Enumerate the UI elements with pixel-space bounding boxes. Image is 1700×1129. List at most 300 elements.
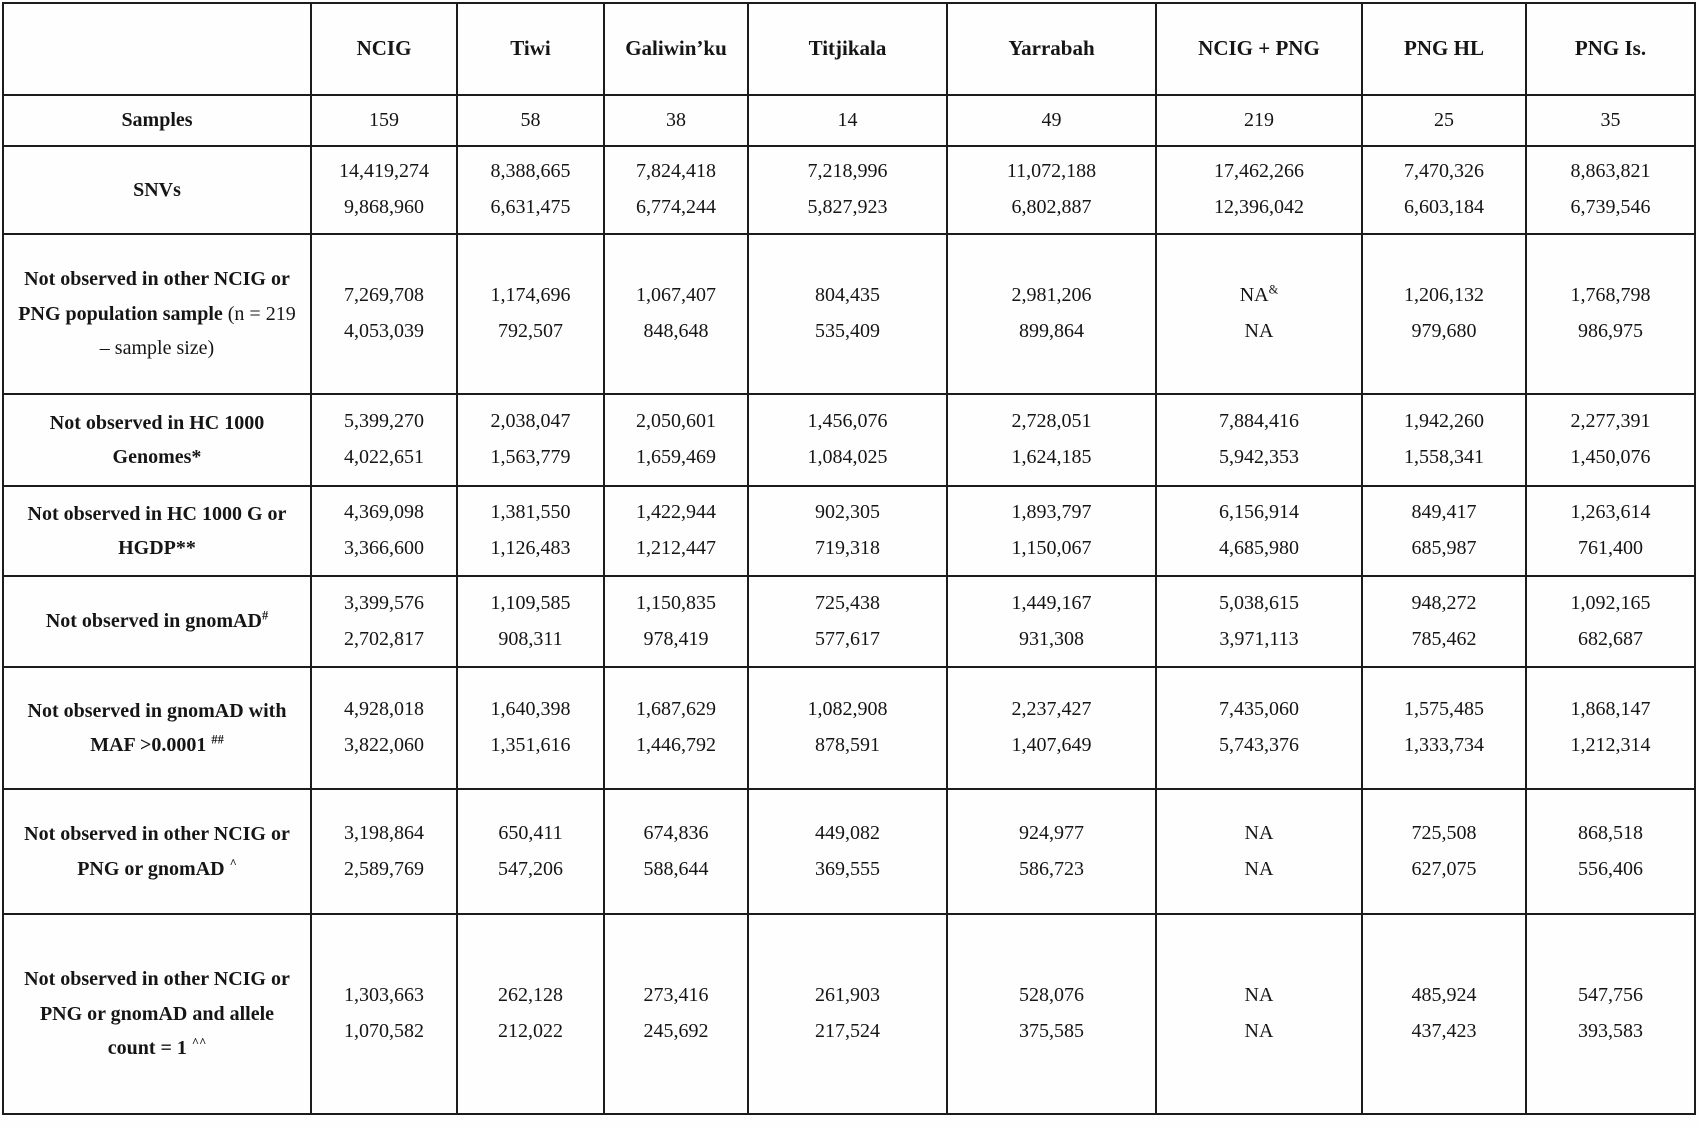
value-cell [1526, 667, 1695, 789]
cell-value-primary [956, 103, 1147, 139]
row-label-text: Not observed in other NCIG or PNG population sample [18, 268, 290, 325]
cell-value-primary-text: 1,303,663 [344, 984, 424, 1007]
cell-value-secondary: 245,692 [643, 1020, 709, 1042]
cell-value-primary [466, 278, 595, 314]
cell-value-secondary: 4,685,980 [1219, 537, 1299, 559]
value-cell [1362, 576, 1526, 667]
cell-value-secondary: 6,739,546 [1570, 196, 1651, 218]
cell-value-primary-text: 1,174,696 [490, 284, 571, 307]
cell-value-secondary: 5,827,923 [807, 196, 888, 218]
cell-value-secondary: 535,409 [815, 320, 880, 342]
table-row [3, 576, 1695, 667]
column-header: Galiwin’ku [604, 3, 748, 95]
value-cell [311, 486, 457, 576]
value-cell [1526, 914, 1695, 1114]
cell-value-primary [466, 586, 595, 622]
value-cell [604, 789, 748, 914]
cell-value-primary-text: 1,206,132 [1404, 284, 1484, 307]
value-cell [1156, 914, 1362, 1114]
cell-value-primary-text: 35 [1600, 108, 1621, 131]
row-label-text: SNVs [133, 178, 181, 201]
value-cell [1156, 146, 1362, 234]
cell-value-primary [466, 404, 595, 440]
table-row [3, 95, 1695, 146]
cell-value-secondary: 3,822,060 [344, 734, 424, 756]
row-label-regular-text: (n = 219 – sample size) [99, 302, 296, 360]
value-cell [457, 146, 604, 234]
cell-value-primary-text: 2,981,206 [1011, 284, 1092, 307]
value-cell [1362, 486, 1526, 576]
table-row [3, 486, 1695, 576]
column-header: PNG HL [1362, 3, 1526, 95]
cell-value-primary-text: 1,687,629 [636, 698, 716, 721]
cell-value-primary [466, 495, 595, 531]
value-cell [1362, 146, 1526, 234]
value-cell [1156, 234, 1362, 394]
cell-value-primary [956, 978, 1147, 1014]
cell-value-primary-text: 7,269,708 [344, 284, 424, 307]
cell-value-primary-text: 1,893,797 [1011, 501, 1092, 524]
cell-value-primary [1165, 495, 1353, 531]
cell-value-primary-text: 1,422,944 [636, 501, 716, 524]
cell-value-primary [613, 404, 739, 440]
cell-value-secondary: 375,585 [1019, 1020, 1084, 1042]
table-row [3, 234, 1695, 394]
value-cell [947, 667, 1156, 789]
cell-value-primary [1535, 586, 1686, 622]
value-cell [457, 95, 604, 146]
cell-value-primary-text: 8,863,821 [1570, 160, 1651, 183]
cell-value-secondary: 212,022 [498, 1020, 563, 1042]
cell-value-primary-text: 1,082,908 [807, 698, 888, 721]
cell-value-primary-text: 273,416 [643, 984, 709, 1007]
cell-value-primary [613, 586, 739, 622]
cell-value-primary [320, 978, 448, 1014]
cell-value-secondary: NA [1244, 857, 1274, 880]
cell-value-primary-text: 14,419,274 [339, 160, 429, 183]
value-cell [604, 667, 748, 789]
cell-value-primary-text: 868,518 [1578, 821, 1643, 844]
cell-value-primary [613, 278, 739, 314]
cell-value-primary-text: 49 [1041, 108, 1062, 131]
cell-value-primary [466, 816, 595, 852]
cell-value-primary-text: 2,038,047 [490, 410, 571, 433]
cell-value-primary [466, 978, 595, 1014]
cell-value-primary-text: 4,369,098 [344, 501, 424, 524]
cell-value-secondary: 1,450,076 [1570, 446, 1651, 468]
footnote-marker: ^ [229, 855, 237, 870]
cell-value-secondary: 785,462 [1411, 627, 1477, 650]
cell-value-primary-text: 547,756 [1578, 984, 1643, 1007]
corner-cell [3, 3, 311, 95]
cell-value-secondary: 1,659,469 [636, 446, 716, 468]
value-cell [457, 789, 604, 914]
cell-value-primary [320, 692, 448, 728]
cell-value-secondary: 908,311 [498, 627, 563, 650]
value-cell [1156, 789, 1362, 914]
cell-value-primary-text: 1,109,585 [490, 591, 571, 614]
cell-value-primary-text: 650,411 [498, 821, 563, 844]
value-cell [1156, 576, 1362, 667]
cell-value-primary [956, 816, 1147, 852]
cell-value-secondary: 577,617 [815, 627, 880, 650]
cell-value-primary [956, 692, 1147, 728]
cell-value-primary [466, 692, 595, 728]
cell-value-primary [1165, 978, 1353, 1014]
cell-value-secondary: 4,022,651 [344, 446, 424, 468]
cell-value-secondary: 1,212,314 [1570, 734, 1651, 756]
cell-value-primary-text: 948,272 [1411, 591, 1477, 614]
cell-value-primary-text: 5,038,615 [1219, 591, 1299, 614]
value-cell [457, 234, 604, 394]
row-label [3, 146, 311, 234]
cell-value-primary [757, 692, 938, 728]
row-label-text: Not observed in HC 1000 G or HGDP** [27, 502, 287, 559]
cell-value-primary [613, 103, 739, 139]
row-label-text: Not observed in HC 1000 Genomes* [49, 411, 265, 468]
cell-value-primary [757, 586, 938, 622]
cell-value-primary-text: 1,942,260 [1404, 410, 1484, 433]
cell-value-primary-text: 924,977 [1019, 821, 1084, 844]
cell-value-secondary: 1,070,582 [344, 1020, 424, 1042]
row-label-text: Not observed in other NCIG or PNG or gnomAD [24, 823, 290, 880]
value-cell [947, 789, 1156, 914]
value-cell [1526, 146, 1695, 234]
cell-value-primary-text: 674,836 [643, 821, 709, 844]
value-cell [748, 234, 947, 394]
cell-value-secondary: 1,407,649 [1011, 734, 1092, 756]
cell-value-primary-text: NA [1239, 284, 1269, 307]
cell-value-secondary: 1,126,483 [490, 537, 571, 559]
footnote-marker: ^^ [191, 1035, 207, 1050]
cell-value-primary [1165, 404, 1353, 440]
cell-value-primary [956, 154, 1147, 190]
cell-value-primary [1165, 586, 1353, 622]
value-cell [604, 95, 748, 146]
value-cell [604, 486, 748, 576]
value-cell [947, 394, 1156, 486]
cell-value-secondary: 1,563,779 [490, 446, 571, 468]
cell-value-primary-text: 8,388,665 [490, 160, 571, 183]
cell-value-primary [956, 278, 1147, 314]
cell-value-primary-text: 849,417 [1411, 501, 1477, 524]
cell-value-primary [1371, 404, 1517, 440]
cell-value-primary-text: 1,456,076 [807, 410, 888, 433]
cell-value-primary [1371, 278, 1517, 314]
value-cell [457, 394, 604, 486]
cell-value-primary [320, 103, 448, 139]
cell-value-secondary: NA [1244, 320, 1274, 342]
value-cell [311, 576, 457, 667]
cell-value-secondary: 1,150,067 [1011, 537, 1092, 559]
cell-value-primary-text: 902,305 [815, 501, 880, 524]
value-cell [604, 576, 748, 667]
cell-value-secondary: 979,680 [1411, 320, 1477, 342]
value-cell [1526, 789, 1695, 914]
cell-value-primary [1535, 278, 1686, 314]
variant-counts-table [2, 2, 1696, 1115]
value-cell [457, 667, 604, 789]
cell-value-primary-text: 7,824,418 [636, 160, 716, 183]
cell-value-primary-text: 528,076 [1019, 984, 1084, 1007]
column-header: Yarrabah [947, 3, 1156, 95]
row-label [3, 789, 311, 914]
cell-value-primary-text: 38 [666, 108, 686, 131]
cell-value-primary [1535, 103, 1686, 139]
cell-value-primary-text: 25 [1434, 108, 1454, 131]
cell-value-primary-text: 2,050,601 [636, 410, 716, 433]
value-cell [1526, 394, 1695, 486]
cell-value-primary [320, 154, 448, 190]
cell-value-secondary: 627,075 [1411, 857, 1477, 880]
cell-value-primary-text: 725,508 [1411, 821, 1477, 844]
cell-value-primary-text: 11,072,188 [1006, 160, 1097, 183]
value-cell [947, 486, 1156, 576]
row-label [3, 234, 311, 394]
value-cell [311, 146, 457, 234]
row-label [3, 914, 311, 1114]
cell-value-primary-text: 2,277,391 [1570, 410, 1651, 433]
value-cell [748, 394, 947, 486]
cell-value-primary [1371, 816, 1517, 852]
cell-value-primary-text: 2,237,427 [1011, 698, 1092, 721]
cell-value-primary [1165, 103, 1353, 139]
cell-value-primary [1535, 404, 1686, 440]
row-label [3, 95, 311, 146]
row-label-text: Not observed in gnomAD with MAF >0.0001 [27, 699, 287, 756]
cell-value-primary [1371, 586, 1517, 622]
cell-value-secondary: 1,351,616 [490, 734, 571, 756]
cell-value-primary-text: 804,435 [815, 284, 880, 307]
cell-value-primary [613, 692, 739, 728]
cell-value-primary [1371, 103, 1517, 139]
cell-value-primary [956, 495, 1147, 531]
value-cell [604, 234, 748, 394]
value-cell [1362, 789, 1526, 914]
cell-value-secondary: 369,555 [815, 857, 880, 880]
value-cell [1526, 234, 1695, 394]
footnote-marker: & [1268, 282, 1279, 297]
cell-value-primary-text: 1,768,798 [1570, 284, 1651, 307]
cell-value-primary-text: 1,263,614 [1570, 501, 1651, 524]
cell-value-primary-text: NA [1244, 821, 1274, 844]
cell-value-primary [1165, 278, 1353, 314]
cell-value-primary-text: 1,449,167 [1011, 591, 1092, 614]
cell-value-primary-text: 449,082 [815, 821, 880, 844]
value-cell [311, 789, 457, 914]
cell-value-secondary: 1,446,792 [636, 734, 716, 756]
cell-value-secondary: 5,743,376 [1219, 734, 1299, 756]
cell-value-primary-text: 7,435,060 [1219, 698, 1299, 721]
cell-value-secondary: 978,419 [643, 627, 709, 650]
cell-value-primary-text: 262,128 [498, 984, 563, 1007]
cell-value-primary [613, 978, 739, 1014]
cell-value-secondary: 2,702,817 [344, 627, 424, 650]
cell-value-primary [1535, 154, 1686, 190]
cell-value-secondary: 6,774,244 [636, 196, 716, 218]
cell-value-secondary: 761,400 [1578, 537, 1643, 559]
value-cell [1362, 95, 1526, 146]
value-cell [947, 146, 1156, 234]
value-cell [1156, 394, 1362, 486]
cell-value-secondary: 1,084,025 [807, 446, 888, 468]
column-header: Titjikala [748, 3, 947, 95]
value-cell [311, 914, 457, 1114]
footnote-marker: ## [211, 732, 224, 747]
value-cell [947, 95, 1156, 146]
cell-value-primary [757, 495, 938, 531]
cell-value-primary [1371, 154, 1517, 190]
cell-value-primary [757, 154, 938, 190]
value-cell [457, 576, 604, 667]
footnote-marker: # [261, 608, 269, 623]
cell-value-secondary: 719,318 [815, 537, 880, 559]
cell-value-secondary: 1,558,341 [1404, 446, 1484, 468]
value-cell [1156, 95, 1362, 146]
row-label-text: Not observed in other NCIG or PNG or gnomAD and allele count = 1 [24, 968, 290, 1060]
value-cell [457, 914, 604, 1114]
table-row [3, 146, 1695, 234]
cell-value-secondary: 848,648 [643, 320, 709, 342]
value-cell [1362, 234, 1526, 394]
value-cell [1156, 486, 1362, 576]
cell-value-secondary: 393,583 [1578, 1020, 1643, 1042]
cell-value-primary-text: 7,218,996 [807, 160, 888, 183]
cell-value-secondary: 792,507 [498, 320, 563, 342]
cell-value-secondary: 547,206 [498, 857, 563, 880]
row-label [3, 667, 311, 789]
cell-value-primary [757, 816, 938, 852]
cell-value-primary-text: 7,470,326 [1404, 160, 1484, 183]
cell-value-primary-text: 3,399,576 [344, 591, 424, 614]
cell-value-secondary: 588,644 [643, 857, 709, 880]
cell-value-primary-text: 1,868,147 [1570, 698, 1651, 721]
value-cell [947, 914, 1156, 1114]
cell-value-primary-text: 2,728,051 [1011, 410, 1092, 433]
cell-value-secondary: 5,942,353 [1219, 446, 1299, 468]
cell-value-secondary: 586,723 [1019, 857, 1084, 880]
cell-value-primary-text: 1,067,407 [636, 284, 716, 307]
cell-value-secondary: 682,687 [1578, 627, 1643, 650]
value-cell [1362, 667, 1526, 789]
value-cell [947, 234, 1156, 394]
cell-value-secondary: 6,802,887 [1011, 196, 1092, 218]
value-cell [1362, 914, 1526, 1114]
value-cell [748, 146, 947, 234]
cell-value-secondary: 217,524 [815, 1020, 880, 1042]
cell-value-secondary: NA [1244, 1020, 1274, 1042]
cell-value-primary-text: 261,903 [815, 984, 880, 1007]
column-header: NCIG [311, 3, 457, 95]
value-cell [748, 95, 947, 146]
cell-value-primary [466, 154, 595, 190]
cell-value-primary [1165, 692, 1353, 728]
value-cell [748, 914, 947, 1114]
cell-value-secondary: 6,631,475 [490, 196, 571, 218]
row-label-text: Not observed in gnomAD [45, 610, 262, 633]
value-cell [1526, 95, 1695, 146]
value-cell [1362, 394, 1526, 486]
cell-value-primary [1371, 978, 1517, 1014]
value-cell [748, 667, 947, 789]
cell-value-primary-text: 219 [1244, 108, 1274, 131]
row-label-text: Samples [121, 109, 193, 132]
cell-value-secondary: 3,971,113 [1219, 627, 1299, 650]
cell-value-primary-text: 17,462,266 [1214, 160, 1304, 183]
cell-value-primary [320, 816, 448, 852]
row-label [3, 576, 311, 667]
column-header: NCIG + PNG [1156, 3, 1362, 95]
cell-value-secondary: 1,212,447 [636, 537, 716, 559]
table-row [3, 667, 1695, 789]
cell-value-secondary: 12,396,042 [1214, 196, 1304, 218]
cell-value-primary [757, 978, 938, 1014]
cell-value-primary [320, 586, 448, 622]
cell-value-primary-text: 1,092,165 [1570, 591, 1651, 614]
value-cell [311, 394, 457, 486]
cell-value-primary-text: 14 [837, 108, 858, 131]
cell-value-secondary: 556,406 [1578, 857, 1643, 880]
column-header: Tiwi [457, 3, 604, 95]
cell-value-secondary: 899,864 [1019, 320, 1084, 342]
cell-value-primary [1535, 692, 1686, 728]
cell-value-primary [613, 495, 739, 531]
cell-value-secondary: 437,423 [1411, 1020, 1477, 1042]
cell-value-primary [956, 404, 1147, 440]
value-cell [604, 914, 748, 1114]
value-cell [604, 146, 748, 234]
cell-value-secondary: 1,333,734 [1404, 734, 1484, 756]
cell-value-primary [1165, 154, 1353, 190]
cell-value-secondary: 1,624,185 [1011, 446, 1092, 468]
cell-value-secondary: 2,589,769 [344, 857, 424, 880]
cell-value-primary [757, 103, 938, 139]
value-cell [311, 667, 457, 789]
cell-value-primary [1535, 816, 1686, 852]
value-cell [748, 486, 947, 576]
value-cell [748, 789, 947, 914]
table-row [3, 394, 1695, 486]
cell-value-secondary: 685,987 [1411, 537, 1477, 559]
cell-value-primary-text: 485,924 [1411, 984, 1477, 1007]
cell-value-primary [613, 154, 739, 190]
table-row [3, 789, 1695, 914]
cell-value-primary [613, 816, 739, 852]
cell-value-primary [956, 586, 1147, 622]
cell-value-primary-text: 5,399,270 [344, 410, 424, 433]
cell-value-primary-text: 1,640,398 [490, 698, 571, 721]
cell-value-primary-text: NA [1244, 984, 1274, 1007]
cell-value-primary [1535, 495, 1686, 531]
cell-value-primary [466, 103, 595, 139]
cell-value-primary [320, 404, 448, 440]
value-cell [748, 576, 947, 667]
cell-value-primary [320, 278, 448, 314]
value-cell [311, 234, 457, 394]
table-row [3, 914, 1695, 1114]
cell-value-primary-text: 1,381,550 [490, 501, 571, 524]
cell-value-primary-text: 3,198,864 [344, 821, 424, 844]
cell-value-secondary: 9,868,960 [344, 196, 424, 218]
value-cell [457, 486, 604, 576]
cell-value-primary-text: 1,575,485 [1404, 698, 1484, 721]
cell-value-primary-text: 4,928,018 [344, 698, 424, 721]
value-cell [947, 576, 1156, 667]
row-label [3, 486, 311, 576]
cell-value-secondary: 931,308 [1019, 627, 1084, 650]
cell-value-primary-text: 1,150,835 [636, 591, 716, 614]
row-label [3, 394, 311, 486]
